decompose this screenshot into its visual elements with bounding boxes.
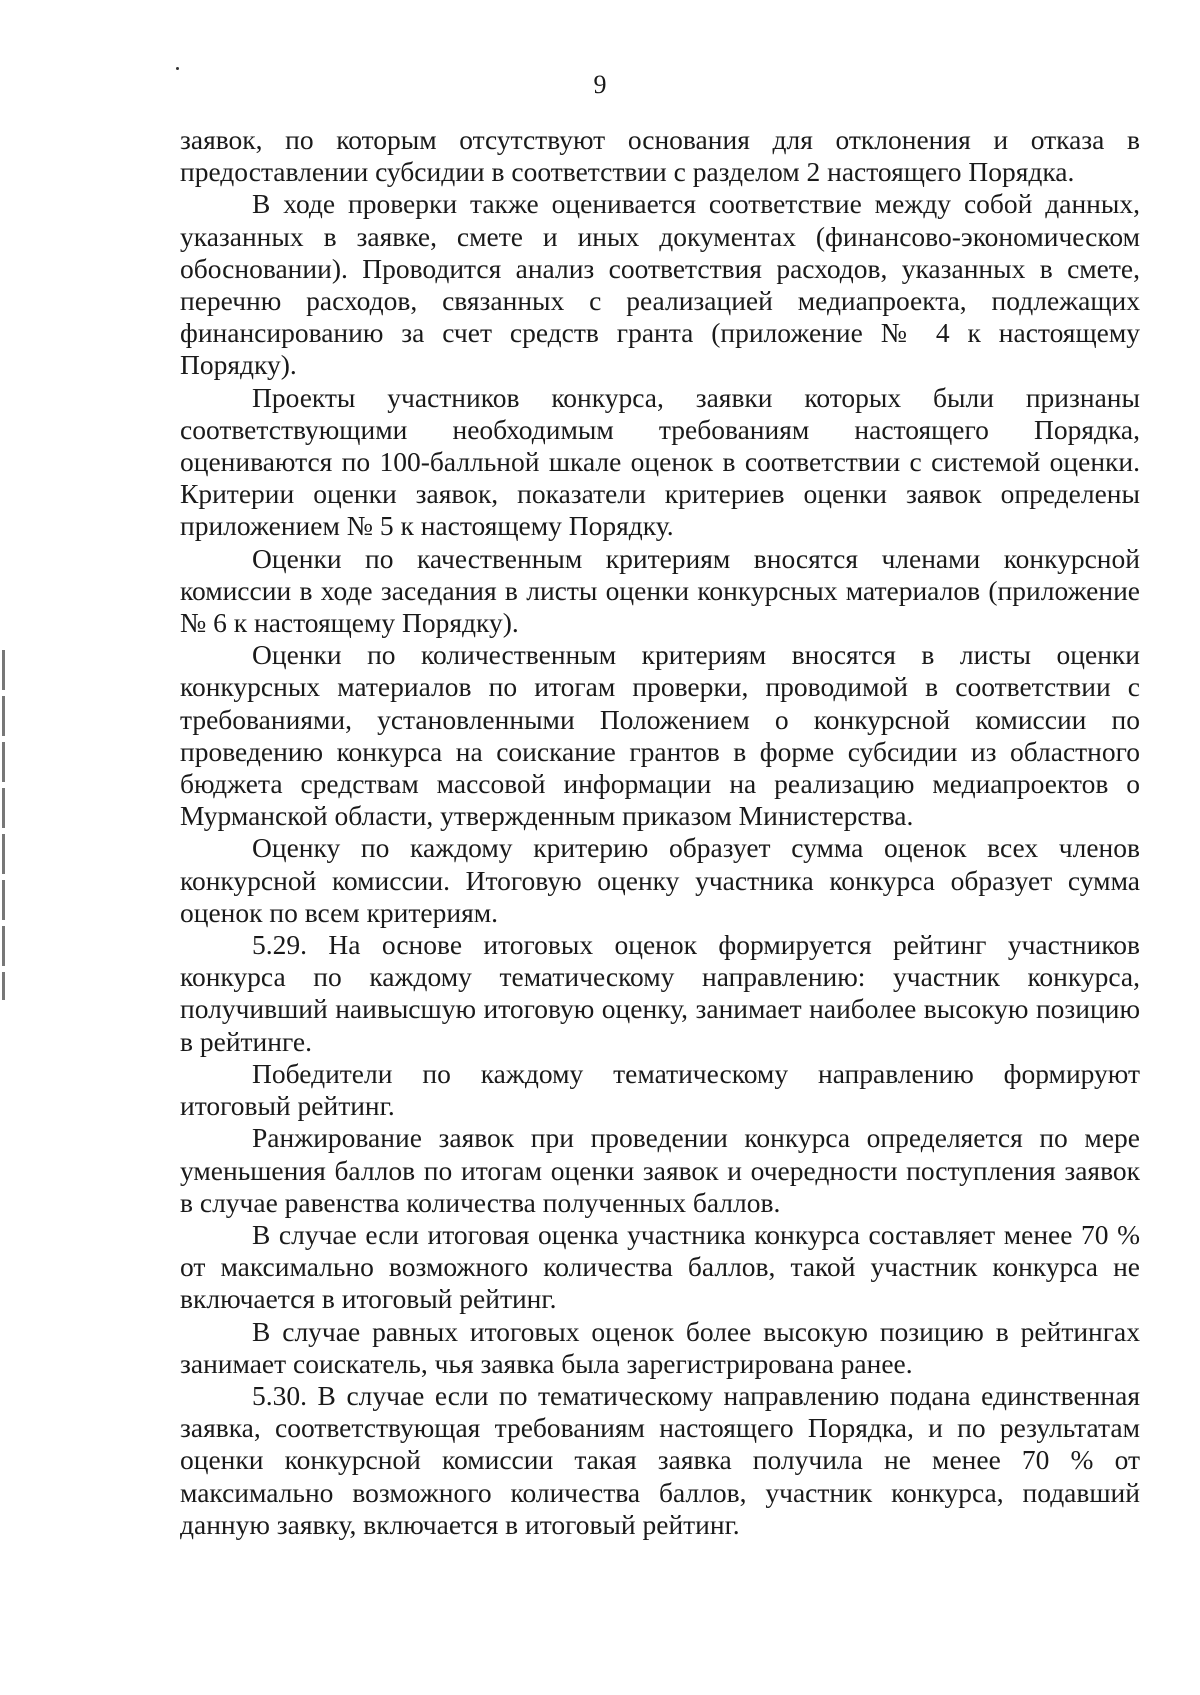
paragraph-quantitative-criteria: Оценки по количественным критериям вносятся в листы оценки конкурсных материалов по итогам проверки, проводимой в соответствии с требованиями, установленными Положением о конкурсной комиссии по проведению конкурса на соискание грантов в форме субсидии из областного бюджета средствам массовой информации на реализацию медиапроектов о Мурманской области, утвержденным приказом Министерства. [180, 639, 1140, 832]
paragraph-qualitative-criteria: Оценки по качественным критериям вносятся членами конкурсной комиссии в ходе заседания в листы оценки конкурсных материалов (приложение № 6 к настоящему Порядку). [180, 542, 1140, 639]
paragraph-scoring-scale: Проекты участников конкурса, заявки которых были признаны соответствующими необходимым требованиям настоящего Порядка, оцениваются по 100-балльной шкале оценок в соответствии с системой оценки. Критерии оценки заявок, показатели критериев оценки заявок определены приложением № 5 к настоящему Порядку. [180, 381, 1140, 542]
document-body [180, 124, 1140, 1541]
scan-edge-mark [2, 650, 5, 1000]
paragraph-continuation: заявок, по которым отсутствуют основания для отклонения и отказа в предоставлении субсидии в соответствии с разделом 2 настоящего Порядка. [180, 124, 1140, 188]
paragraph-clause-5-30: 5.30. В случае если по тематическому направлению подана единственная заявка, соответствующая требованиям настоящего Порядка, и по результатам оценки конкурсной комиссии такая заявка получила не менее 70 % от максимально возможного количества баллов, участник конкурса, подавший данную заявку, включается в итоговый рейтинг. [180, 1379, 1140, 1540]
page-number: 9 [593, 70, 607, 99]
paragraph-verification: В ходе проверки также оценивается соответствие между собой данных, указанных в заявке, смете и иных документах (финансово-экономическом обосновании). Проводится анализ соответствия расходов, указанных в смете, перечню расходов, связанных с реализацией медиапроекта, подлежащих финансированию за счет средств гранта (приложение № 4 к настоящему Порядку). [180, 188, 1140, 381]
paragraph-equal-scores: В случае равных итоговых оценок более высокую позицию в рейтингах занимает соискатель, чья заявка была зарегистрирована ранее. [180, 1315, 1140, 1379]
paragraph-winners: Победители по каждому тематическому направлению формируют итоговый рейтинг. [180, 1057, 1140, 1122]
paragraph-clause-5-29: 5.29. На основе итоговых оценок формируется рейтинг участников конкурса по каждому тематическому направлению: участник конкурса, получивший наивысшую итоговую оценку, занимает наиболее высокую позицию в рейтинге. [180, 929, 1140, 1057]
paragraph-ranking: Ранжирование заявок при проведении конкурса определяется по мере уменьшения баллов по итогам оценки заявок и очередности поступления заявок в случае равенства количества полученных баллов. [180, 1122, 1140, 1218]
paragraph-total-score: Оценку по каждому критерию образует сумма оценок всех членов конкурсной комиссии. Итоговую оценку участника конкурса образует сумма оценок по всем критериям. [180, 832, 1140, 928]
paragraph-threshold: В случае если итоговая оценка участника конкурса составляет менее 70 % от максимально возможного количества баллов, такой участник конкурса не включается в итоговый рейтинг. [180, 1218, 1140, 1315]
